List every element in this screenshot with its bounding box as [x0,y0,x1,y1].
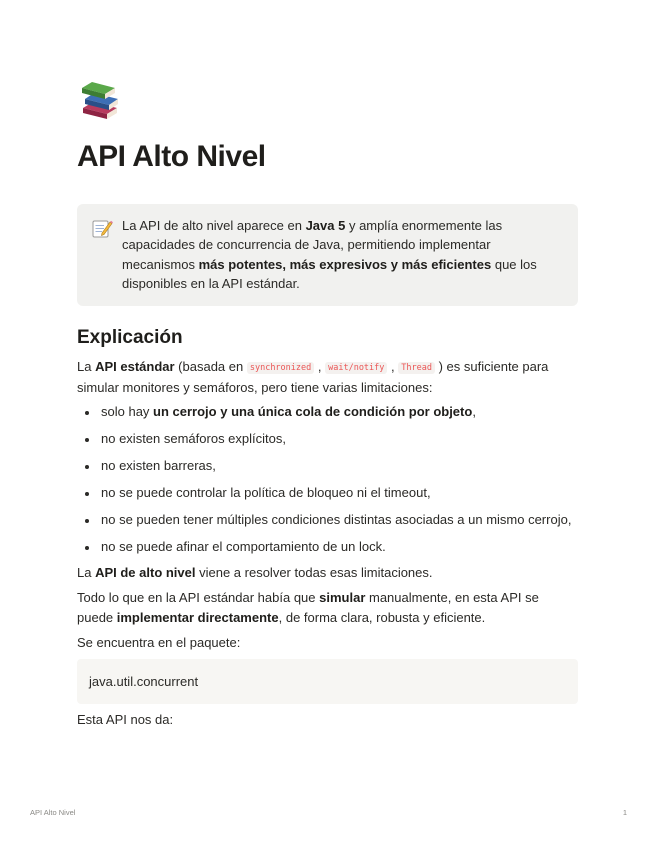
callout [77,204,578,306]
section-heading: Explicación [77,326,183,348]
list-item: • no se puede controlar la política de bloqueo ni el timeout, [99,483,578,502]
list-item: • no existen semáforos explícitos, [99,429,578,448]
page-number: 1 [622,808,627,817]
list-item: • no se puede afinar el comportamiento de un lock. [99,537,578,556]
paragraph: Todo lo que en la API estándar había que simular manualmente, en esta API se puede implementar directamente, de forma clara, robusta y eficiente. [77,590,539,625]
inline-code: Thread [398,362,435,374]
paragraph: Esta API nos da: [77,711,174,727]
books-icon [77,78,121,122]
footer-title: API Alto Nivel [30,808,76,817]
callout-text: La API de alto nivel aparece en Java 5 y amplía enormemente las capacidades de concurrencia de Java, permitiendo implementar mecanismos más potentes, más expresivos y más eficientes que los disponibles en la API estándar. [122,218,537,292]
code-block: java.util.concurrent [77,659,578,704]
paragraph: Se encuentra en el paquete: [77,635,241,651]
inline-code: wait/notify [325,362,387,374]
list-item: • no se pueden tener múltiples condiciones distintas asociadas a un mismo cerrojo, [99,510,578,529]
memo-icon [91,217,113,239]
intro-paragraph: La API estándar (basada en synchronized , wait/notify , Thread ) es suficiente para simular monitores y semáforos, pero tiene varias limitaciones: [77,358,549,396]
page-title: API Alto Nivel [77,140,266,173]
inline-code: synchronized [247,362,314,374]
list-item: • no existen barreras, [99,456,578,475]
list-item: • solo hay un cerrojo y una única cola de condición por objeto, [99,402,578,421]
page-content [77,78,578,729]
limitations-list [77,402,578,556]
paragraph: La API de alto nivel viene a resolver todas esas limitaciones. [77,564,433,580]
